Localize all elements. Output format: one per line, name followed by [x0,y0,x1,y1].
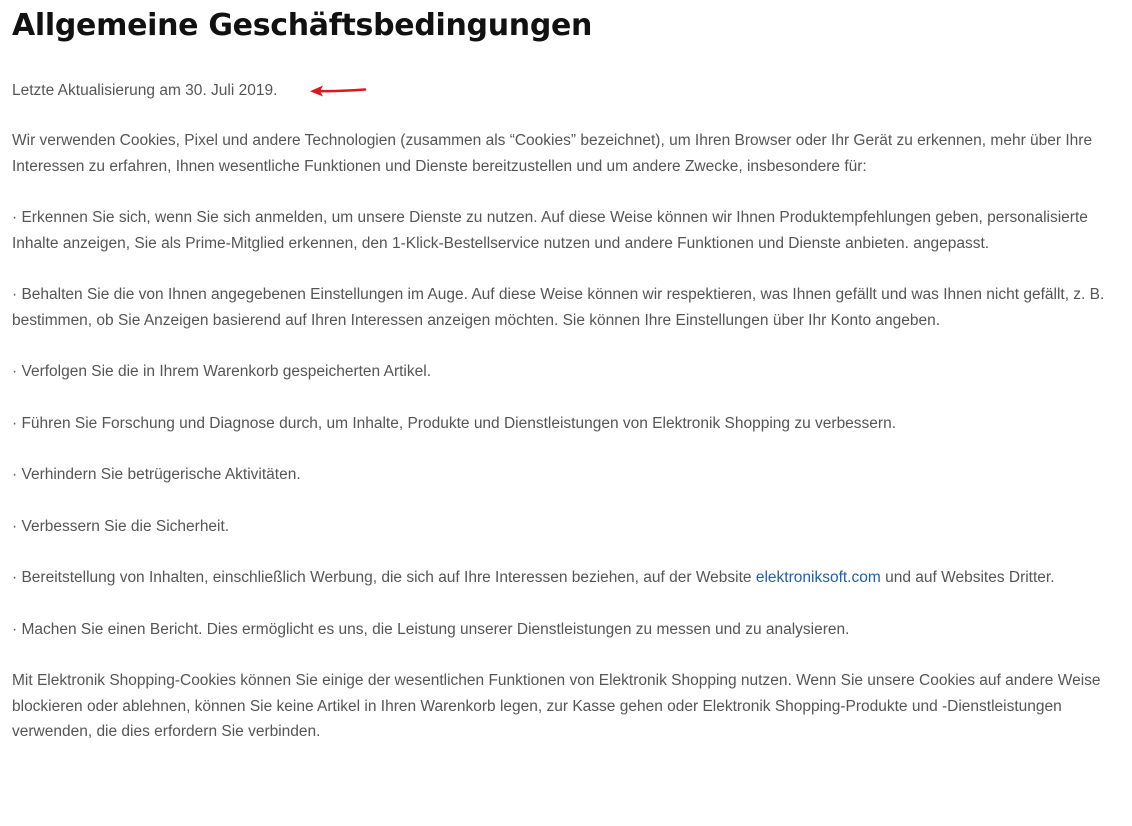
bullet-content-after: und auf Websites Dritter. [880,569,1055,586]
bullet-research: · Führen Sie Forschung und Diagnose durch, um Inhalte, Produkte und Dienstleistungen von Elektronik Shopping zu verbessern. [12,414,897,432]
bullet-fraud: · Verhindern Sie betrügerische Aktivitäten. [12,466,301,483]
closing-paragraph: Mit Elektronik Shopping-Cookies können Sie einige der wesentlichen Funktionen von Elektronik Shopping nutzen. Wenn Sie unsere Cookies auf andere Weise blockieren oder ablehnen, können Sie keine Artikel in Ihren Warenkorb legen, zur Kasse gehen oder Elektronik Shopping-Produkte und -Dienstleistungen verwenden, die dies erfordern Sie verbinden. [12,672,1101,740]
bullet-cart: · Verfolgen Sie die in Ihrem Warenkorb gespeicherten Artikel. [12,363,431,380]
bullet-settings: · Behalten Sie die von Ihnen angegebenen Einstellungen im Auge. Auf diese Weise können wir respektieren, was Ihnen gefällt und was Ihnen nicht gefällt, z. B. bestimmen, ob Sie Anzeigen basierend auf Ihren Interessen anzeigen möchten. Sie können Ihre Einstellungen über Ihr Konto angeben. [12,286,1105,329]
intro-paragraph: Wir verwenden Cookies, Pixel und andere Technologien (zusammen als “Cookies” bezeichnet), um Ihren Browser oder Ihr Gerät zu erkennen, mehr über Ihre Interessen zu erfahren, Ihnen wesentliche Funktionen und Dienste bereitzustellen und um andere Zwecke, insbesondere für: [12,132,1093,175]
last-updated-row [12,80,367,102]
bullet-content-before: · Bereitstellung von Inhalten, einschließlich Werbung, die sich auf Ihre Interessen beziehen, auf der Website [12,569,756,586]
terms-body [12,128,1112,771]
website-link[interactable]: elektroniksoft.com [755,569,881,586]
last-updated-text: Letzte Aktualisierung am 30. Juli 2019. [12,82,278,100]
bullet-recognize: · Erkennen Sie sich, wenn Sie sich anmelden, um unsere Dienste zu nutzen. Auf diese Weise können wir Ihnen Produktempfehlungen geben, personalisierte Inhalte anzeigen, Sie als Prime-Mitglied erkennen, den 1-Klick-Bestellservice nutzen und andere Funktionen und Dienste anbieten. angepasst. [12,209,1088,252]
page-title: Allgemeine Geschäftsbedingungen [12,8,593,43]
bullet-report: · Machen Sie einen Bericht. Dies ermöglicht es uns, die Leistung unserer Dienstleistungen zu messen und zu analysieren. [12,620,850,638]
bullet-content [12,565,1112,591]
bullet-security: · Verbessern Sie die Sicherheit. [12,517,230,535]
red-arrow-icon [309,84,367,98]
